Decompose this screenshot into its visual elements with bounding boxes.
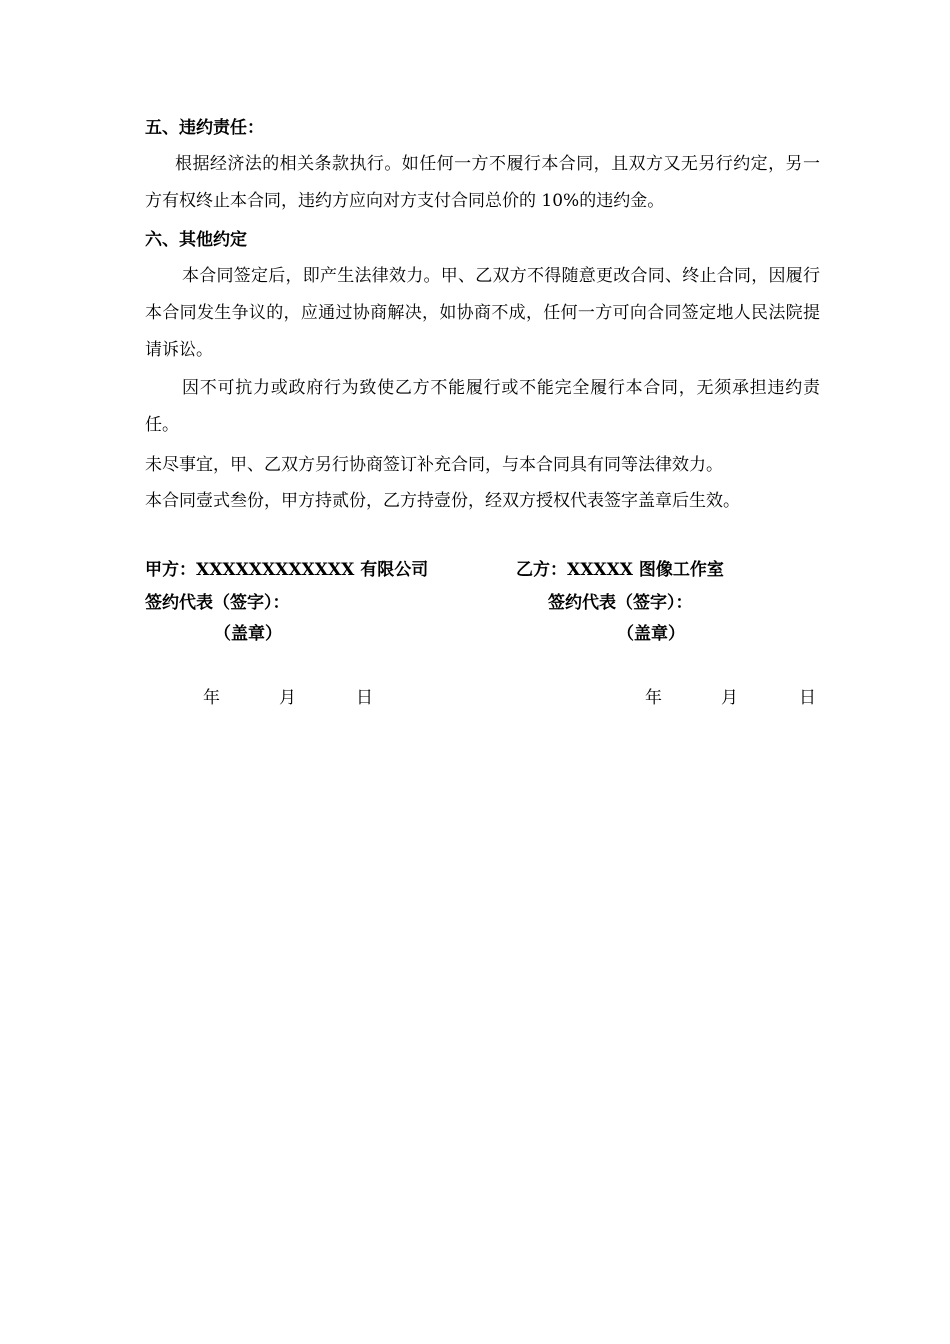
section5-body: 根据经济法的相关条款执行。如任何一方不履行本合同，且双方又无另行约定，另一方有权终止本合同，违约方应向对方支付合同总价的 10%的违约金。 bbox=[145, 154, 820, 211]
section6-para2: 因不可抗力或政府行为致使乙方不能履行或不能完全履行本合同，无须承担违约责任。 bbox=[145, 378, 820, 435]
party-a-name: 甲方：XXXXXXXXXXXX 有限公司 bbox=[145, 560, 429, 580]
party-b-date-year: 年 bbox=[645, 688, 662, 708]
section6-line3: 未尽事宜，甲、乙双方另行协商签订补充合同，与本合同具有同等法律效力。 bbox=[145, 455, 723, 475]
party-a-date-year: 年 bbox=[203, 688, 220, 708]
party-a-date-day: 日 bbox=[356, 688, 373, 708]
party-b-date-day: 日 bbox=[799, 688, 816, 708]
party-b-seal-label: （盖章） bbox=[617, 624, 685, 644]
section6-para1: 本合同签定后，即产生法律效力。甲、乙双方不得随意更改合同、终止合同，因履行本合同发生争议的，应通过协商解决，如协商不成，任何一方可向合同签定地人民法院提请诉讼。 bbox=[145, 266, 820, 360]
party-b-signature-label: 签约代表（签字）： bbox=[548, 593, 693, 613]
party-a-date-month: 月 bbox=[279, 688, 296, 708]
party-a-seal-label: （盖章） bbox=[214, 624, 282, 644]
party-b-name: 乙方：XXXXX 图像工作室 bbox=[516, 560, 724, 580]
party-b-date-month: 月 bbox=[721, 688, 738, 708]
party-a-signature-label: 签约代表（签字）： bbox=[145, 593, 290, 613]
section6-line4: 本合同壹式叁份，甲方持贰份，乙方持壹份，经双方授权代表签字盖章后生效。 bbox=[145, 491, 740, 511]
section6-heading: 六、其他约定 bbox=[145, 230, 247, 250]
section5-heading: 五、违约责任： bbox=[145, 118, 264, 138]
